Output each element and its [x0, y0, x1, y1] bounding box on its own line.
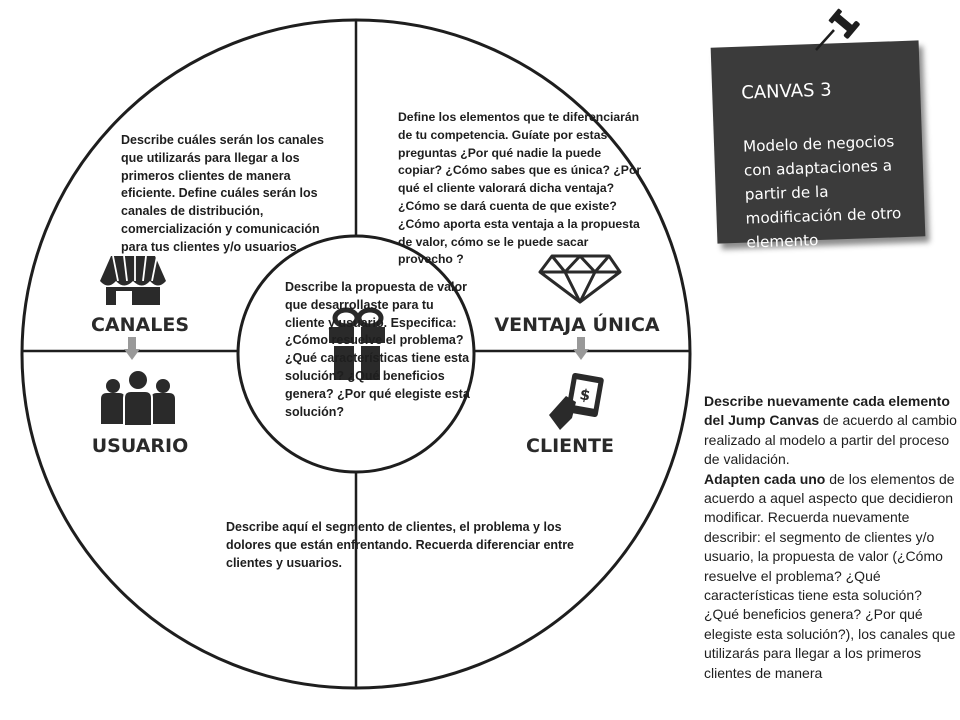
pushpin-icon — [810, 6, 870, 56]
label-canales: CANALES — [90, 314, 190, 336]
storefront-icon — [100, 256, 166, 305]
arrow-down-icon — [573, 337, 589, 360]
users-icon — [101, 371, 175, 426]
label-ventaja-unica: VENTAJA ÚNICA — [494, 314, 660, 336]
arrow-down-icon — [124, 337, 140, 360]
segmento-clientes-description: Describe aquí el segmento de clientes, el problema y los dolores que están enfrentando. Recuerda diferenciar entre clientes y usuarios. — [226, 520, 575, 570]
canvas-sticky-note — [704, 22, 944, 252]
ventaja-unica-description: Define los elementos que te diferenciarán de tu competencia. Guíate por estas preguntas ¿Por qué nadie la puede copiar? ¿Cómo sabes que es única? ¿Por qué el cliente valorará dicha ventaja? ¿Cómo se dará cuenta de que existe? ¿Cómo aporta esta ventaja a la propuesta de valor, cómo se le puede sacar provecho ? — [398, 110, 642, 267]
label-cliente: CLIENTE — [526, 435, 614, 457]
instructions-text — [704, 392, 958, 683]
sticky-note-body: Modelo de negocios con adaptaciones a partir de la modificación de otro elemento — [742, 132, 902, 252]
money-hand-icon — [549, 373, 604, 430]
canales-description: Describe cuáles serán los canales que utilizarás para llegar a los primeros clientes de manera eficiente. Define cuáles serán los canales de distribución, comercialización y comunicación para tus clientes y/o usuarios. — [121, 133, 324, 254]
svg-text:$: $ — [578, 385, 592, 405]
instructions-text-1: de acuerdo al cambio realizado al modelo a partir del proceso de validación. — [704, 412, 957, 468]
instructions-text-2: de los elementos de acuerdo a aquel aspecto que decidieron modificar. Recuerda nuevamente describir: el segmento de clientes y/o usuario, la propuesta de valor (¿Cómo resuelve el problema? ¿Qué características tiene esta solución? ¿Qué beneficios genera? ¿Por qué elegiste esta solución?), los canales que utilizarás para llegar a los primeros clientes de manera — [704, 470, 956, 681]
sticky-note-title: CANVAS 3 — [740, 79, 832, 104]
label-usuario: USUARIO — [91, 435, 189, 457]
instructions-bold-1: Describe nuevamente cada elemento del Jump Canvas — [704, 393, 950, 429]
sticky-note-card — [711, 40, 926, 252]
propuesta-valor-description: Describe la propuesta de valor que desarrollaste para tu cliente y usuario. Especifica: ¿Cómo resuelve el problema? ¿Qué características tiene esta solución? ¿Qué beneficios genera? ¿Por qué elegiste esta solución? — [285, 280, 470, 419]
instructions-bold-2: Adapten cada uno — [704, 470, 826, 487]
